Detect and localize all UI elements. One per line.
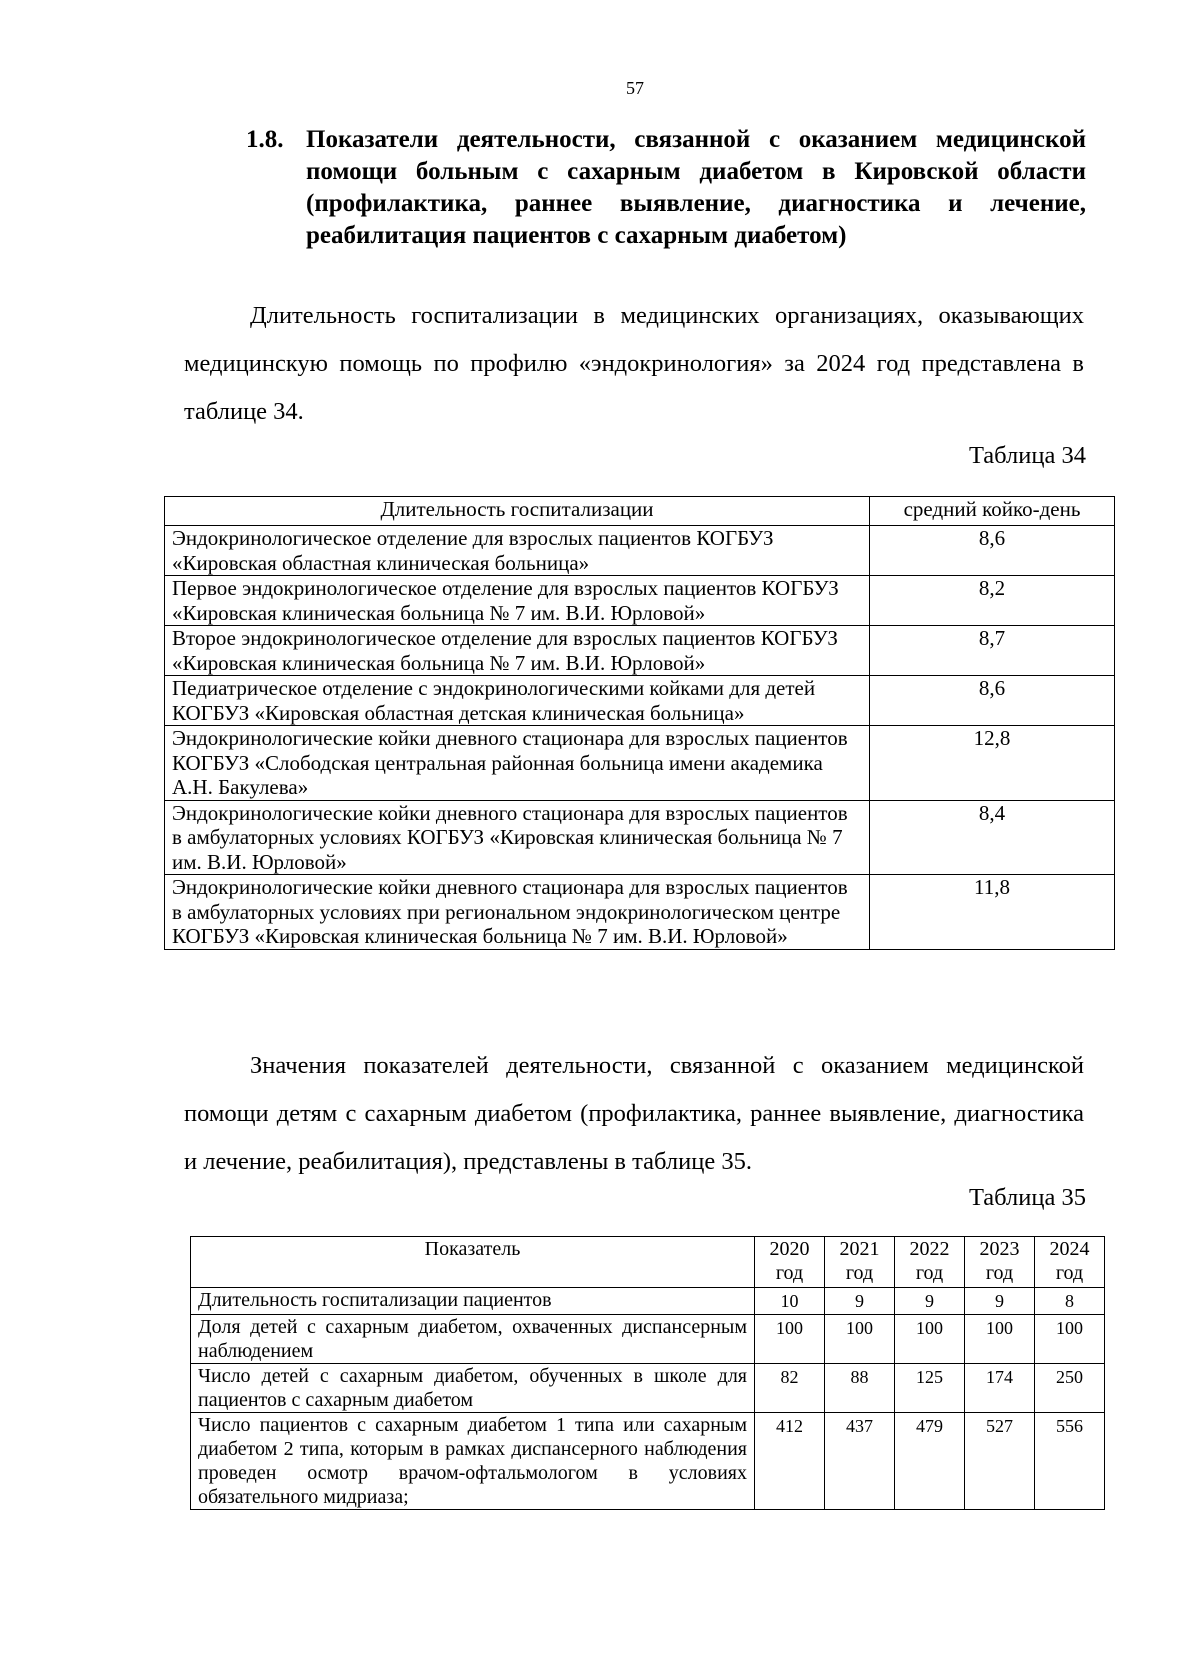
average-bed-day-value: 8,7 (870, 626, 1115, 676)
table-row (191, 1364, 1105, 1413)
department-name: Первое эндокринологическое отделение для взрослых пациентов КОГБУЗ «Кировская клиническая больница № 7 им. В.И. Юрловой» (165, 576, 870, 626)
column-header-year (965, 1237, 1035, 1288)
year-suffix: год (985, 1262, 1014, 1284)
section-heading (246, 124, 1086, 252)
table-row (191, 1315, 1105, 1364)
average-bed-day-value: 8,6 (870, 526, 1115, 576)
table-row (165, 676, 1115, 726)
average-bed-day-value: 8,6 (870, 676, 1115, 726)
year-suffix: год (915, 1262, 944, 1284)
year-suffix: год (775, 1262, 804, 1284)
year-label: 2024 (1049, 1238, 1090, 1260)
average-bed-day-value: 8,4 (870, 800, 1115, 875)
column-header-year (1035, 1237, 1105, 1288)
year-label: 2023 (979, 1238, 1020, 1260)
indicator-value: 9 (825, 1288, 895, 1315)
indicator-name: Длительность госпитализации пациентов (191, 1288, 755, 1315)
department-name: Эндокринологические койки дневного стационара для взрослых пациентов в амбулаторных условиях КОГБУЗ «Кировская клиническая больница № 7 им. В.И. Юрловой» (165, 800, 870, 875)
table-header-row (165, 497, 1115, 526)
indicator-name: Число пациентов с сахарным диабетом 1 типа или сахарным диабетом 2 типа, которым в рамках диспансерного наблюдения проведен осмотр врачом-офтальмологом в условиях обязательного мидриаза; (191, 1413, 755, 1510)
table-34 (164, 496, 1115, 950)
table-row (165, 875, 1115, 950)
paragraph-intro-table-34: Длительность госпитализации в медицинских организациях, оказывающих медицинскую помощь по профилю «эндокринология» за 2024 год представлена в таблице 34. (184, 302, 1084, 425)
table-34-caption: Таблица 34 (968, 442, 1086, 469)
department-name: Эндокринологическое отделение для взрослых пациентов КОГБУЗ «Кировская областная клиническая больница» (165, 526, 870, 576)
table-row (165, 526, 1115, 576)
department-name: Эндокринологические койки дневного стационара для взрослых пациентов в амбулаторных условиях при региональном эндокринологическом центре КОГБУЗ «Кировская клиническая больница № 7 им. В.И. Юрловой» (165, 875, 870, 950)
column-header-year (825, 1237, 895, 1288)
indicator-value: 556 (1035, 1413, 1105, 1510)
table-row (165, 800, 1115, 875)
paragraph-intro-table-35: Значения показателей деятельности, связанной с оказанием медицинской помощи детям с сахарным диабетом (профилактика, раннее выявление, диагностика и лечение, реабилитация), представлены в таблице 35. (184, 1052, 1084, 1175)
year-suffix: год (845, 1262, 874, 1284)
indicator-value: 412 (755, 1413, 825, 1510)
table-35-caption: Таблица 35 (968, 1184, 1086, 1211)
table-row (165, 626, 1115, 676)
column-header-duration: Длительность госпитализации (165, 497, 870, 526)
indicator-value: 82 (755, 1364, 825, 1413)
indicator-value: 100 (895, 1315, 965, 1364)
indicator-value: 100 (1035, 1315, 1105, 1364)
column-header-indicator: Показатель (191, 1237, 755, 1288)
section-number: 1.8. (246, 126, 284, 153)
column-header-year (895, 1237, 965, 1288)
indicator-value: 88 (825, 1364, 895, 1413)
year-label: 2021 (839, 1238, 880, 1260)
year-label: 2022 (909, 1238, 950, 1260)
year-suffix: год (1055, 1262, 1084, 1284)
year-label: 2020 (769, 1238, 810, 1260)
table-row (165, 576, 1115, 626)
department-name: Педиатрическое отделение с эндокринологическими койками для детей КОГБУЗ «Кировская областная детская клиническая больница» (165, 676, 870, 726)
indicator-value: 8 (1035, 1288, 1105, 1315)
indicator-name: Доля детей с сахарным диабетом, охваченных диспансерным наблюдением (191, 1315, 755, 1364)
indicator-name: Число детей с сахарным диабетом, обученных в школе для пациентов с сахарным диабетом (191, 1364, 755, 1413)
department-name: Эндокринологические койки дневного стационара для взрослых пациентов КОГБУЗ «Слободская центральная районная больница имени академика А.Н. Бакулева» (165, 726, 870, 801)
table-header-row (191, 1237, 1105, 1288)
average-bed-day-value: 8,2 (870, 576, 1115, 626)
table-35 (190, 1236, 1105, 1510)
indicator-value: 100 (825, 1315, 895, 1364)
indicator-value: 479 (895, 1413, 965, 1510)
indicator-value: 100 (755, 1315, 825, 1364)
table-row (191, 1288, 1105, 1315)
column-header-average-bed-day: средний койко-день (870, 497, 1115, 526)
indicator-value: 9 (895, 1288, 965, 1315)
table-row (191, 1413, 1105, 1510)
department-name: Второе эндокринологическое отделение для взрослых пациентов КОГБУЗ «Кировская клиническая больница № 7 им. В.И. Юрловой» (165, 626, 870, 676)
indicator-value: 100 (965, 1315, 1035, 1364)
page-number: 57 (626, 78, 644, 98)
indicator-value: 527 (965, 1413, 1035, 1510)
indicator-value: 174 (965, 1364, 1035, 1413)
indicator-value: 125 (895, 1364, 965, 1413)
average-bed-day-value: 12,8 (870, 726, 1115, 801)
average-bed-day-value: 11,8 (870, 875, 1115, 950)
table-row (165, 726, 1115, 801)
indicator-value: 9 (965, 1288, 1035, 1315)
column-header-year (755, 1237, 825, 1288)
indicator-value: 437 (825, 1413, 895, 1510)
section-title: Показатели деятельности, связанной с оказанием медицинской помощи больным с сахарным диабетом в Кировской области (профилактика, раннее выявление, диагностика и лечение, реабилитация пациентов с сахарным диабетом) (306, 126, 1086, 249)
indicator-value: 10 (755, 1288, 825, 1315)
indicator-value: 250 (1035, 1364, 1105, 1413)
